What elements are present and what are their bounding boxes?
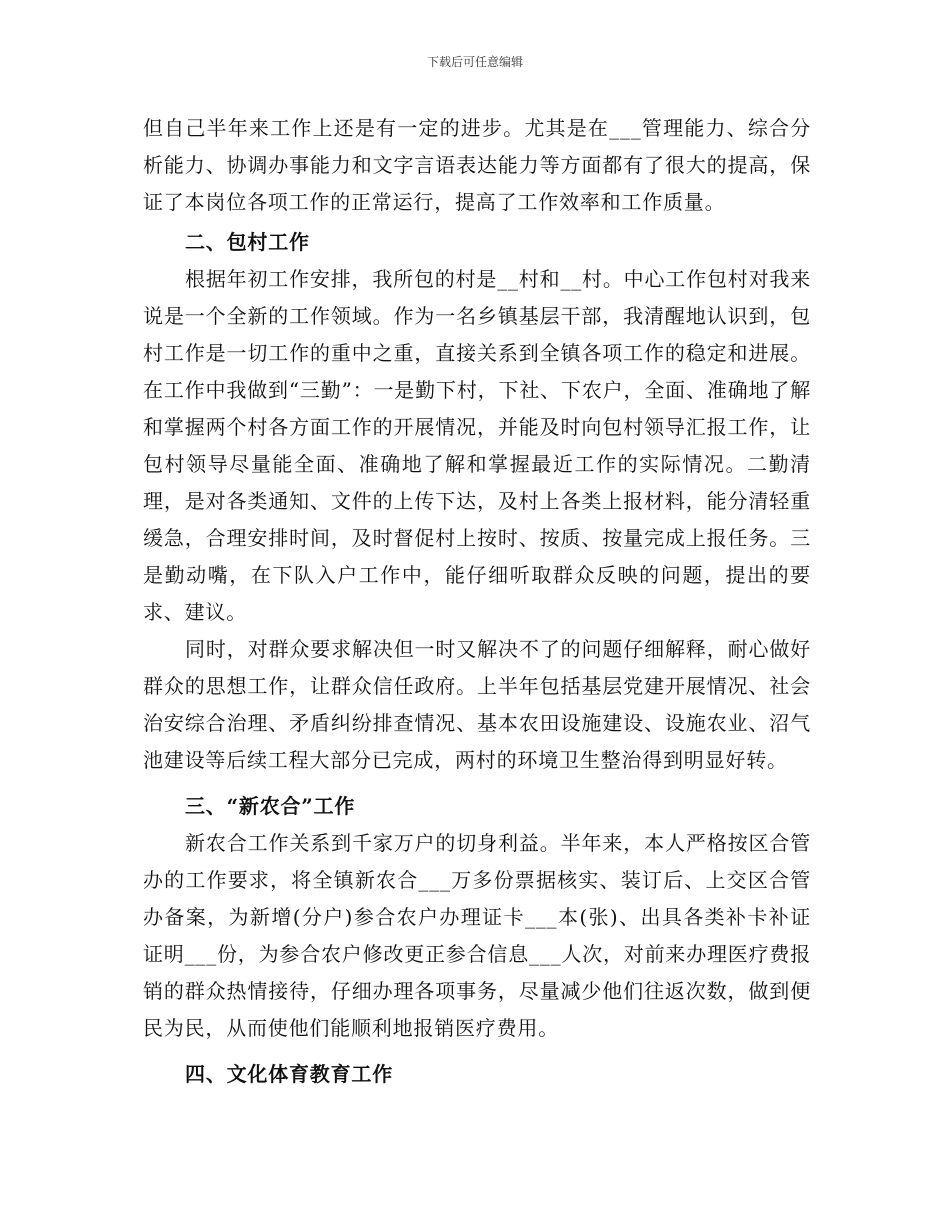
paragraph-village-work: 根据年初工作安排，我所包的村是__村和__村。中心工作包村对我来说是一个全新的工作领域。作为一名乡镇基层干部，我清醒地认识到，包村工作是一切工作的重中之重，直接关系到全镇各项工作的稳定和进展。在工作中我做到“三勤”：一是勤下村，下社、下农户，全面、准确地了解和掌握两个村各方面工作的开展情况，并能及时向包村领导汇报工作，让包村领导尽量能全面、准确地了解和掌握最近工作的实际情况。二勤清理，是对各类通知、文件的上传下达，及村上各类上报材料，能分清轻重缓急，合理安排时间，及时督促村上按时、按质、按量完成上报任务。三是勤动嘴，在下队入户工作中，能仔细听取群众反映的问题，提出的要求、建议。 — [143, 267, 811, 624]
paragraph-progress: 但自己半年来工作上还是有一定的进步。尤其是在___管理能力、综合分析能力、协调办事能力和文字言语表达能力等方面都有了很大的提高，保证了本岗位各项工作的正常运行，提高了工作效率和工作质量。 — [143, 116, 811, 214]
paragraph-rural-cooperative: 新农合工作关系到千家万户的切身利益。半年来，本人严格按区合管办的工作要求，将全镇新农合___万多份票据核实、装订后、上交区合管办备案，为新增(分户)参合农户办理证卡___本(张)、出具各类补卡补证证明___份，为参合农户修改更正参合信息___人次，对前来办理医疗费报销的群众热情接待，仔细办理各项事务，尽量减少他们往返次数，做到便民为民，从而使他们能顺利地报销医疗费用。 — [143, 831, 811, 1040]
section-heading-village-work: 二、包村工作 — [185, 230, 310, 254]
section-heading-rural-cooperative: 三、“新农合”工作 — [185, 794, 356, 818]
document-body — [143, 110, 811, 1093]
section-heading-culture-sports-education: 四、文化体育教育工作 — [185, 1062, 393, 1086]
page-header: 下载后可任意编辑 — [426, 55, 523, 69]
paragraph-village-results: 同时，对群众要求解决但一时又解决不了的问题仔细解释，耐心做好群众的思想工作，让群众信任政府。上半年包括基层党建开展情况、社会治安综合治理、矛盾纠纷排查情况、基本农田设施建设、设施农业、沼气池建设等后续工程大部分已完成，两村的环境卫生整治得到明显好转。 — [143, 637, 811, 772]
